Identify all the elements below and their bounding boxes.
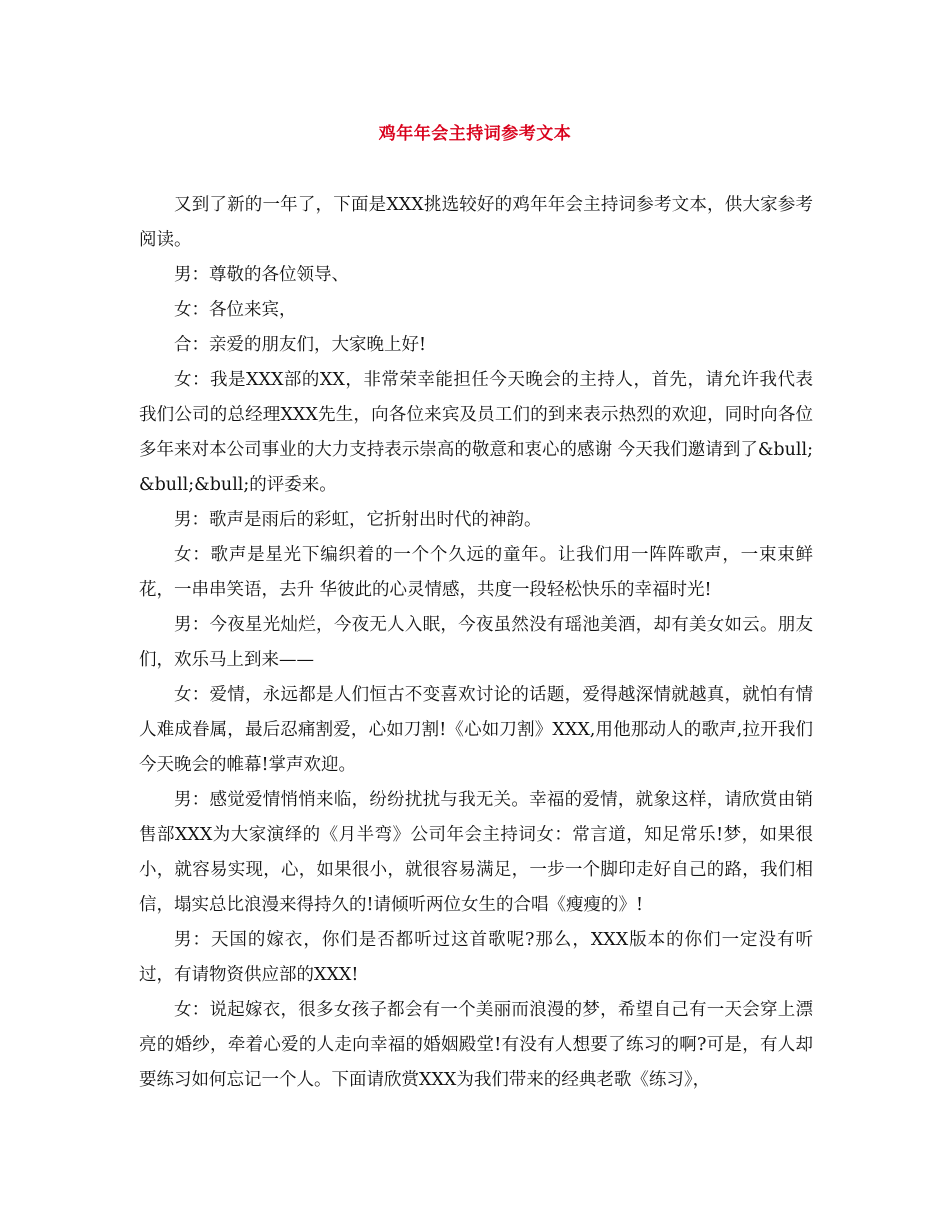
document-title: 鸡年年会主持词参考文本 <box>378 124 572 144</box>
paragraph: 男：今夜星光灿烂，今夜无人入眠，今夜虽然没有瑶池美酒，却有美女如云。朋友们，欢乐马上到来—— <box>139 615 813 670</box>
paragraph: 女：各位来宾， <box>174 300 297 320</box>
paragraph: 又到了新的一年了，下面是XXX挑选较好的鸡年年会主持词参考文本，供大家参考阅读。 <box>139 195 813 250</box>
paragraph: 女：歌声是星光下编织着的一个个久远的童年。让我们用一阵阵歌声，一束束鲜花，一串串笑语，去升 华彼此的心灵情感，共度一段轻松快乐的幸福时光! <box>139 545 813 600</box>
paragraph: 合：亲爱的朋友们，大家晚上好! <box>174 335 427 355</box>
paragraph: 男：歌声是雨后的彩虹，它折射出时代的神韵。 <box>174 510 542 530</box>
paragraph: 女：我是XXX部的XX，非常荣幸能担任今天晚会的主持人，首先，请允许我代表我们公司的总经理XXX先生，向各位来宾及员工们的到来表示热烈的欢迎，同时向各位多年来对本公司事业的大力支持表示崇高的敬意和衷心的感谢 今天我们邀请到了&bull;&bull;&bull;的评委来。 <box>139 370 813 495</box>
document-body <box>139 188 813 1098</box>
paragraph: 男：感觉爱情悄悄来临，纷纷扰扰与我无关。幸福的爱情，就象这样，请欣赏由销售部XXX为大家演绎的《月半弯》公司年会主持词女：常言道，知足常乐!梦，如果很小，就容易实现，心，如果很小，就很容易满足，一步一个脚印走好自己的路，我们相信，塌实总比浪漫来得持久的!请倾听两位女生的合唱《瘦瘦的》! <box>139 790 813 915</box>
paragraph: 女：爱情，永远都是人们恒古不变喜欢讨论的话题，爱得越深情就越真，就怕有情人难成眷属，最后忍痛割爱，心如刀割!《心如刀割》XXX,用他那动人的歌声,拉开我们今天晚会的帷幕!掌声欢迎。 <box>139 685 813 775</box>
paragraph: 男：尊敬的各位领导、 <box>174 265 349 285</box>
paragraph: 女：说起嫁衣，很多女孩子都会有一个美丽而浪漫的梦，希望自己有一天会穿上漂亮的婚纱，牵着心爱的人走向幸福的婚姻殿堂!有没有人想要了练习的啊?可是，有人却要练习如何忘记一个人。下面请欣赏XXX为我们带来的经典老歌《练习》， <box>139 1000 813 1090</box>
paragraph: 男：天国的嫁衣，你们是否都听过这首歌呢?那么，XXX版本的你们一定没有听过，有请物资供应部的XXX! <box>139 930 813 985</box>
